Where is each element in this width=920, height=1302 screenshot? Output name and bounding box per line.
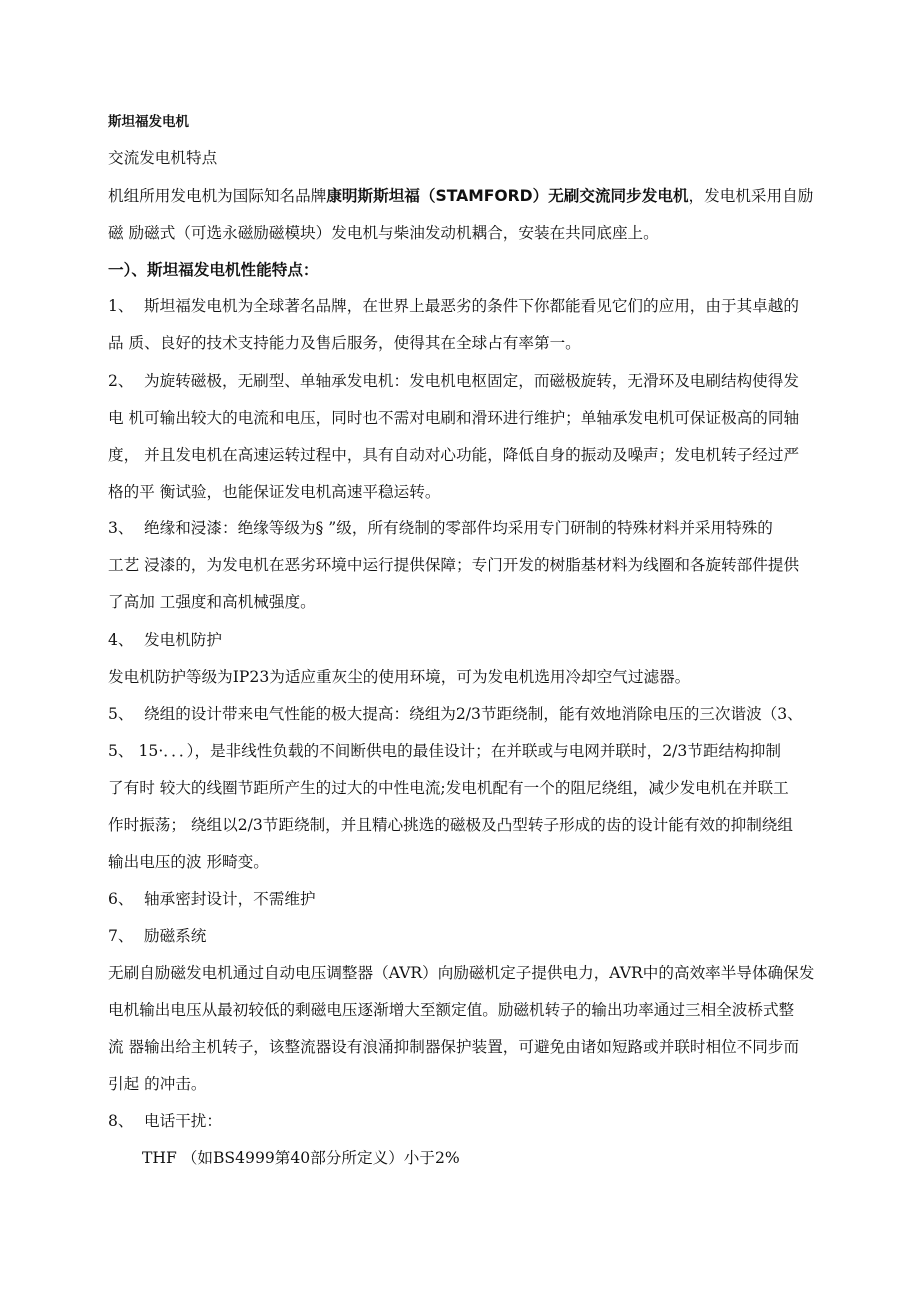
- item-text: 轴承密封设计，不需维护: [144, 890, 316, 908]
- item-number: 7、: [108, 927, 134, 945]
- item-number: 1、: [108, 297, 134, 315]
- item-5-line-3: 了有时 较大的线圈节距所产生的过大的中性电流;发电机配有一个的阻尼绕组，减少发电机在并联工: [108, 779, 789, 797]
- document-title: 斯坦福发电机: [108, 114, 189, 130]
- item-7-line-5: 引起 的冲击。: [108, 1075, 207, 1093]
- intro-suffix: ，发电机采用自励: [688, 187, 814, 205]
- item-number: 2、: [108, 372, 134, 390]
- item-3-line-1: [108, 518, 773, 538]
- item-number: 3、: [108, 519, 134, 537]
- item-4-line-1: [108, 630, 222, 650]
- item-2-line-2: 电 机可输出较大的电流和电压，同时也不需对电刷和滑环进行维护；单轴承发电机可保证极高的同轴: [108, 409, 800, 427]
- item-6-line-1: [108, 889, 316, 909]
- item-text: 斯坦福发电机为全球著名品牌，在世界上最恶劣的条件下你都能看见它们的应用，由于其卓越的: [144, 297, 799, 315]
- item-text: 绝缘和浸漆：绝缘等级为§ ”级，所有绕制的零部件均采用专门研制的特殊材料并采用特殊的: [144, 519, 773, 537]
- item-2-line-1: [108, 371, 799, 391]
- item-5-line-2: 5、 15·．．．），是非线性负载的不间断供电的最佳设计；在并联或与电网并联时，2/3节距结构抑制: [108, 742, 781, 760]
- item-2-line-3: 度， 并且发电机在高速运转过程中，具有自动对心功能，降低自身的振动及噪声；发电机转子经过严: [108, 446, 800, 464]
- intro-brand: 康明斯斯坦福（STAMFORD）无刷交流同步发电机: [326, 187, 689, 205]
- section-heading: 一）、斯坦福发电机性能特点：: [108, 261, 319, 279]
- item-text: 为旋转磁极，无刷型、单轴承发电机：发电机电枢固定，而磁极旋转，无滑环及电刷结构使得发: [144, 372, 799, 390]
- item-5-line-1: [108, 704, 803, 724]
- item-3-line-3: 了高加 工强度和高机械强度。: [108, 593, 316, 611]
- item-5-line-4: 作时振荡； 绕组以2/3节距绕制，并且精心挑选的磁极及凸型转子形成的齿的设计能有效的抑制绕组: [108, 816, 793, 834]
- item-number: 4、: [108, 631, 134, 649]
- intro-line-2: 磁 励磁式（可选永磁励磁模块）发电机与柴油发动机耦合，安装在共同底座上。: [108, 224, 659, 242]
- item-7-line-2: 无刷自励磁发电机通过自动电压调整器（AVR）向励磁机定子提供电力，AVR中的高效率半导体确保发: [108, 964, 815, 982]
- document-subtitle: 交流发电机特点: [108, 149, 218, 167]
- item-number: 8、: [108, 1112, 134, 1130]
- intro-prefix: 机组所用发电机为国际知名品牌: [108, 187, 327, 205]
- item-7-line-3: 电机输出电压从最初较低的剩磁电压逐渐增大至额定值。励磁机转子的输出功率通过三相全波桥式整: [108, 1001, 795, 1019]
- item-7-line-1: [108, 926, 206, 946]
- item-4-line-2: 发电机防护等级为IP23为适应重灰尘的使用环境，可为发电机选用冷却空气过滤器。: [108, 668, 691, 686]
- item-8-line-1: [108, 1111, 222, 1131]
- item-number: 5、: [108, 705, 134, 723]
- item-text: 绕组的设计带来电气性能的极大提高：绕组为2/3节距绕制，能有效地消除电压的三次谐波（3、: [144, 705, 803, 723]
- item-text: 电话干扰：: [144, 1112, 222, 1130]
- item-1-line-1: [108, 296, 799, 316]
- item-1-line-2: 品 质、良好的技术支持能力及售后服务，使得其在全球占有率第一。: [108, 334, 581, 352]
- item-text: 发电机防护: [144, 631, 222, 649]
- item-5-line-5: 输出电压的波 形畸变。: [108, 853, 269, 871]
- intro-line-1: [108, 186, 813, 206]
- item-number: 6、: [108, 890, 134, 908]
- item-2-line-4: 格的平 衡试验，也能保证发电机高速平稳运转。: [108, 483, 441, 501]
- item-text: 励磁系统: [144, 927, 207, 945]
- item-7-line-4: 流 器输出给主机转子，该整流器设有浪涌抑制器保护装置，可避免由诸如短路或并联时相位不同步而: [108, 1038, 800, 1056]
- item-8-line-2: THF （如BS4999第40部分所定义）小于2%: [142, 1149, 460, 1167]
- item-3-line-2: 工艺 浸漆的，为发电机在恶劣环境中运行提供保障；专门开发的树脂基材料为线圈和各旋转部件提供: [108, 556, 800, 574]
